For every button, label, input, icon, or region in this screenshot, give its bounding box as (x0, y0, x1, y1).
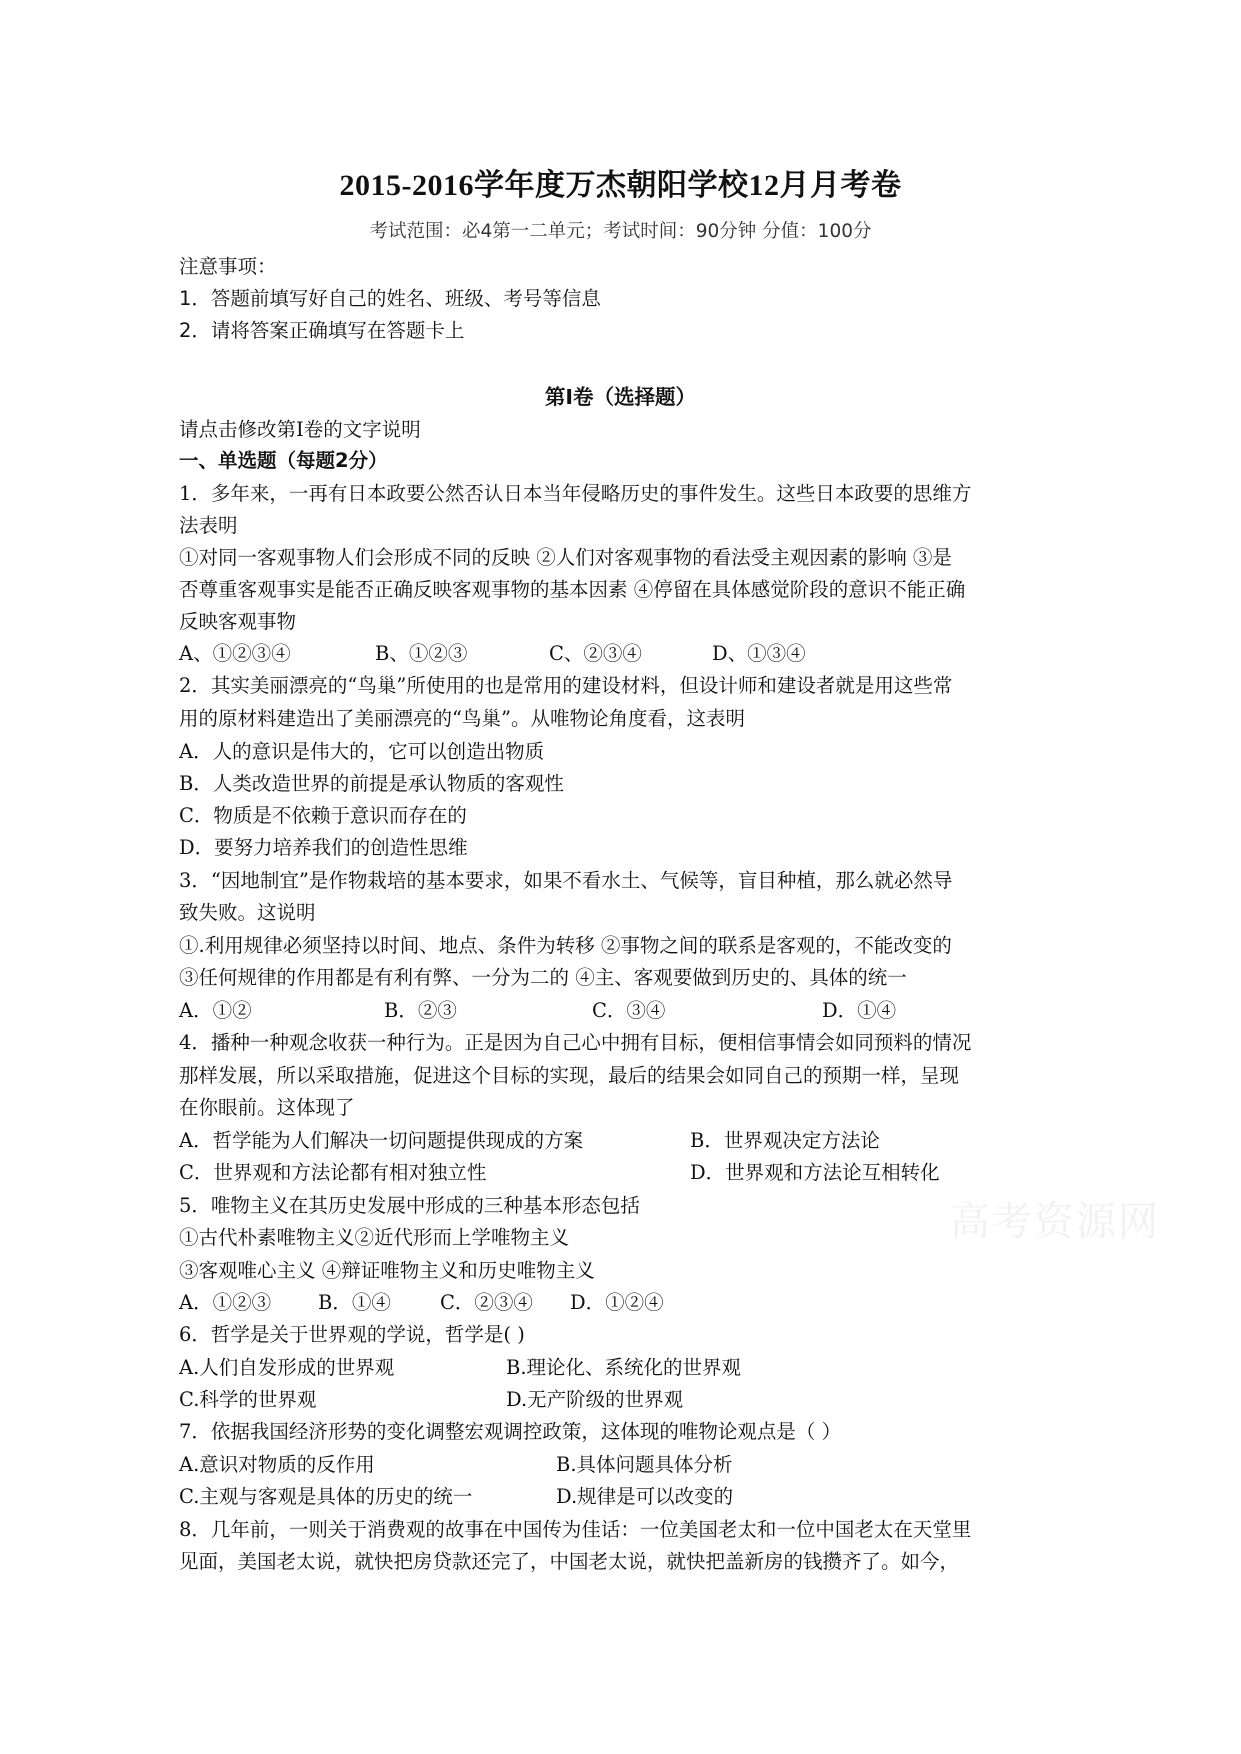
question-1-option-d: D、①③④ (712, 642, 806, 665)
notice-item: 1．答题前填写好自己的姓名、班级、考号等信息 (179, 287, 601, 310)
notice-item: 2．请将答案正确填写在答题卡上 (179, 319, 465, 342)
part-title: 一、单选题（每题2分） (179, 449, 388, 472)
question-1-line: 法表明 (179, 514, 238, 537)
question-3-option-c: C．③④ (592, 999, 666, 1022)
question-2-option-b: B．人类改造世界的前提是承认物质的客观性 (179, 772, 564, 795)
question-7-option-b: B.具体问题具体分析 (556, 1453, 733, 1476)
question-3-line: ①.利用规律必须坚持以时间、地点、条件为转移 ②事物之间的联系是客观的，不能改变的 (179, 934, 952, 957)
section-edit-hint: 请点击修改第I卷的文字说明 (179, 418, 421, 441)
question-6-option-a: A.人们自发形成的世界观 (179, 1356, 395, 1379)
question-5-option-a: A．①②③ (179, 1291, 272, 1314)
question-4-line: 那样发展，所以采取措施，促进这个目标的实现，最后的结果会如同自己的预期一样，呈现 (179, 1064, 960, 1087)
question-2-option-d: D．要努力培养我们的创造性思维 (179, 836, 468, 859)
question-1-line: 否尊重客观事实是能否正确反映客观事物的基本因素 ④停留在具体感觉阶段的意识不能正确 (179, 578, 966, 601)
question-4-option-b: B．世界观决定方法论 (690, 1129, 880, 1152)
question-1-line: 1．多年来，一再有日本政要公然否认日本当年侵略历史的事件发生。这些日本政要的思维方 (179, 482, 972, 505)
question-5-option-c: C．②③④ (440, 1291, 533, 1314)
watermark: 高考资源网 (950, 1199, 1160, 1245)
question-3-option-b: B．②③ (384, 999, 457, 1022)
question-8-line: 8．几年前，一则关于消费观的故事在中国传为佳话：一位美国老太和一位中国老太在天堂里 (179, 1518, 972, 1541)
question-3-line: ③任何规律的作用都是有利有弊、一分为二的 ④主、客观要做到历史的、具体的统一 (179, 966, 907, 989)
question-7-line: 7．依据我国经济形势的变化调整宏观调控政策，这体现的唯物论观点是（ ） (179, 1420, 842, 1443)
question-6-line: 6．哲学是关于世界观的学说，哲学是( ) (179, 1323, 525, 1346)
question-3-option-d: D．①④ (822, 999, 897, 1022)
question-5-line: ①古代朴素唯物主义②近代形而上学唯物主义 (179, 1226, 570, 1249)
question-6-option-d: D.无产阶级的世界观 (506, 1388, 684, 1411)
question-6-option-b: B.理论化、系统化的世界观 (506, 1356, 742, 1379)
question-4-line: 在你眼前。这体现了 (179, 1096, 355, 1119)
question-5-option-d: D．①②④ (570, 1291, 664, 1314)
question-7-option-a: A.意识对物质的反作用 (179, 1453, 375, 1476)
question-3-line: 3．“因地制宜”是作物栽培的基本要求，如果不看水土、气候等，盲目种植，那么就必然导 (179, 869, 953, 892)
exam-subtitle: 考试范围：必4第一二单元；考试时间：90分钟 分值：100分 (369, 221, 872, 242)
notice-label: 注意事项： (179, 255, 277, 278)
question-2-line: 用的原材料建造出了美丽漂亮的“鸟巢”。从唯物论角度看，这表明 (179, 707, 745, 730)
question-1-option-c: C、②③④ (549, 642, 642, 665)
question-7-option-c: C.主观与客观是具体的历史的统一 (179, 1485, 473, 1508)
question-7-option-d: D.规律是可以改变的 (556, 1485, 734, 1508)
question-5-option-b: B．①④ (318, 1291, 391, 1314)
question-2-line: 2．其实美丽漂亮的“鸟巢”所使用的也是常用的建设材料，但设计师和建设者就是用这些常 (179, 674, 953, 697)
exam-title: 2015-2016学年度万杰朝阳学校12月月考卷 (339, 169, 902, 202)
question-6-option-c: C.科学的世界观 (179, 1388, 317, 1411)
question-3-option-a: A．①② (179, 999, 252, 1022)
question-4-line: 4．播种一种观念收获一种行为。正是因为自己心中拥有目标，便相信事情会如同预料的情况 (179, 1031, 972, 1054)
question-3-line: 致失败。这说明 (179, 901, 316, 924)
question-1-line: 反映客观事物 (179, 610, 297, 633)
question-8-line: 见面，美国老太说，就快把房贷款还完了，中国老太说，就快把盖新房的钱攒齐了。如今， (179, 1550, 960, 1573)
question-4-option-c: C．世界观和方法论都有相对独立性 (179, 1161, 487, 1184)
question-5-line: 5．唯物主义在其历史发展中形成的三种基本形态包括 (179, 1194, 640, 1217)
question-2-option-c: C．物质是不依赖于意识而存在的 (179, 804, 467, 827)
question-2-option-a: A．人的意识是伟大的，它可以创造出物质 (179, 740, 545, 763)
question-4-option-d: D．世界观和方法论互相转化 (690, 1161, 940, 1184)
question-5-line: ③客观唯心主义 ④辩证唯物主义和历史唯物主义 (179, 1259, 595, 1282)
question-1-option-a: A、①②③④ (179, 642, 291, 665)
section-title: 第I卷（选择题） (544, 385, 697, 409)
question-1-line: ①对同一客观事物人们会形成不同的反映 ②人们对客观事物的看法受主观因素的影响 ③是 (179, 546, 952, 569)
question-4-option-a: A．哲学能为人们解决一切问题提供现成的方案 (179, 1129, 584, 1152)
question-1-option-b: B、①②③ (375, 642, 468, 665)
